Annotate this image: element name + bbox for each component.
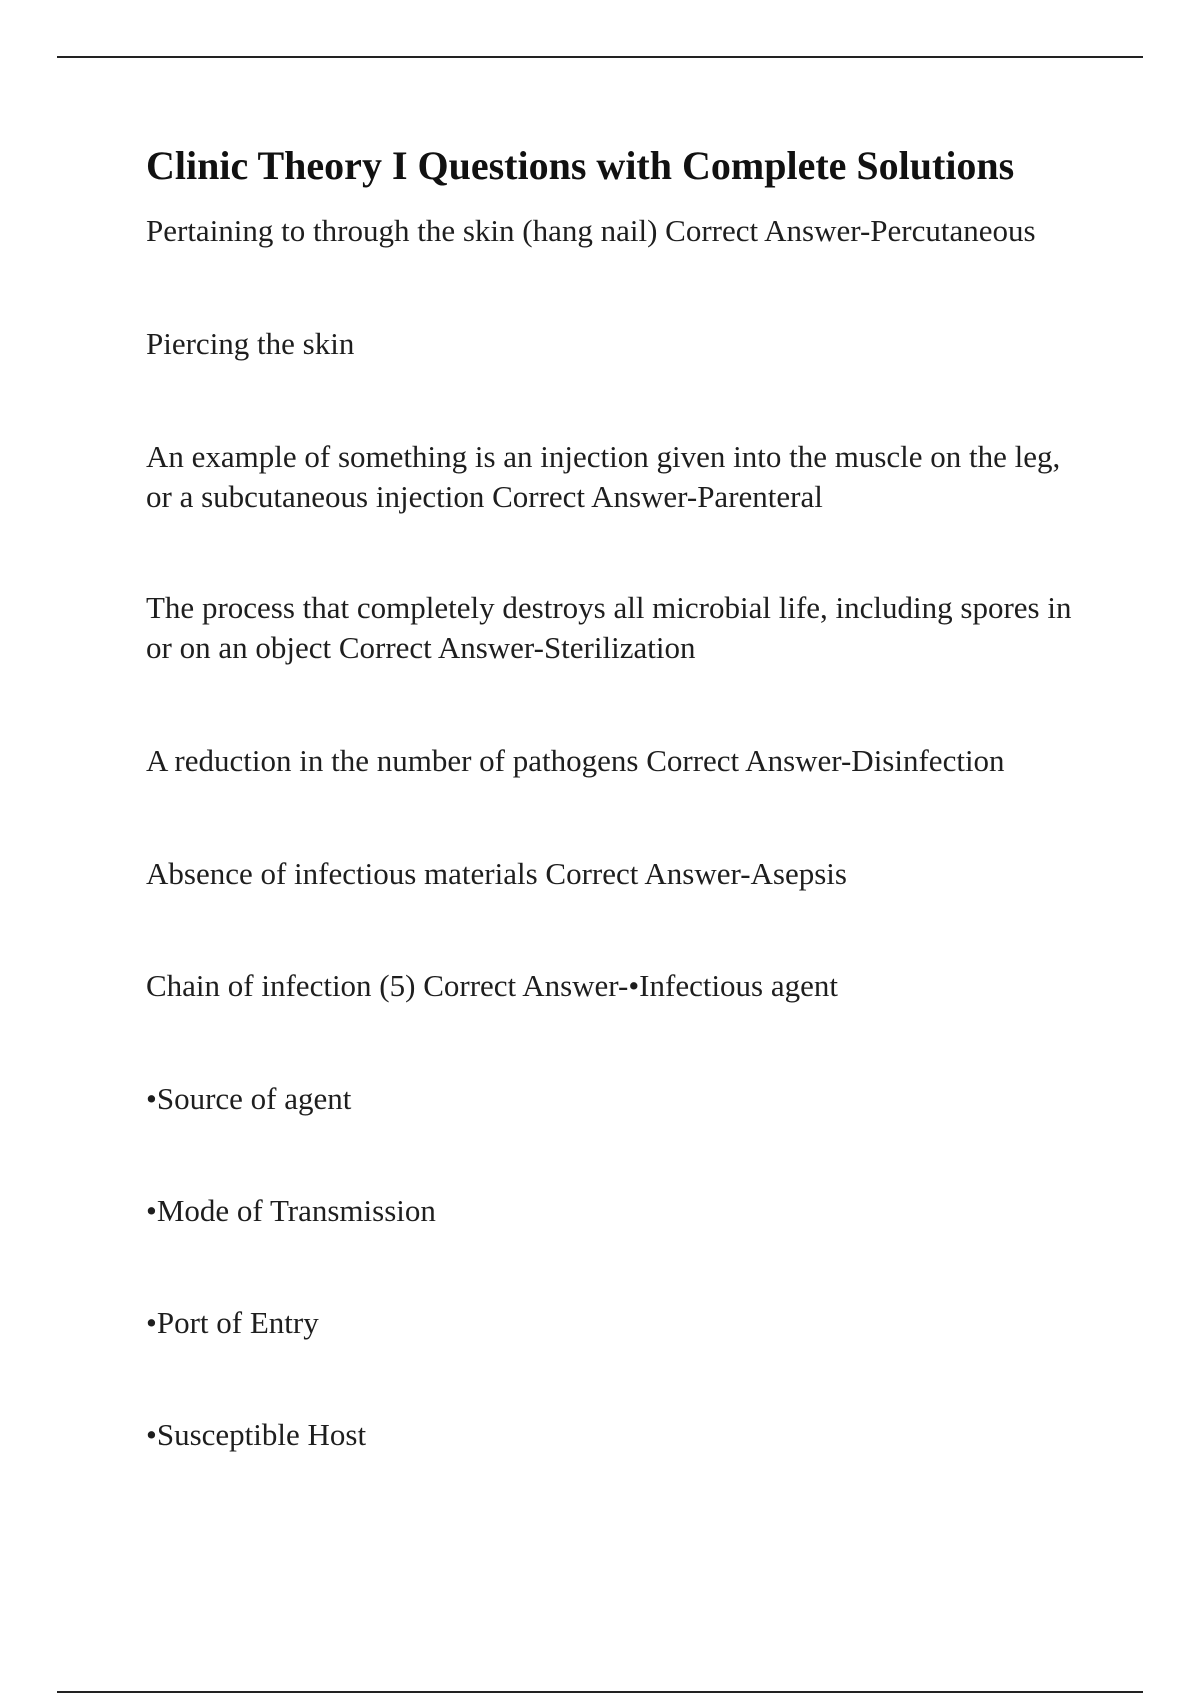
qa-entry-disinfection: A reduction in the number of pathogens Correct Answer-Disinfection (146, 743, 1005, 778)
qa-entry-sterilization: The process that completely destroys all microbial life, including spores in or on an object Correct Answer-Sterilization (146, 590, 1072, 665)
qa-entry-asepsis: Absence of infectious materials Correct Answer-Asepsis (146, 856, 847, 891)
qa-entry-parenteral: An example of something is an injection given into the muscle on the leg, or a subcutaneous injection Correct Answer-Parenteral (146, 439, 1061, 514)
list-item-port-of-entry: •Port of Entry (146, 1305, 319, 1340)
list-item-source-of-agent: •Source of agent (146, 1081, 352, 1116)
footer-rule (57, 1691, 1143, 1693)
qa-entry-percutaneous: Pertaining to through the skin (hang nail) Correct Answer-Percutaneous (146, 213, 1036, 248)
header-rule (57, 56, 1143, 58)
document-title: Clinic Theory I Questions with Complete Solutions (146, 143, 1015, 188)
qa-entry-piercing-skin: Piercing the skin (146, 326, 355, 361)
document-body (146, 140, 1086, 198)
list-item-susceptible-host: •Susceptible Host (146, 1417, 367, 1452)
list-item-mode-of-transmission: •Mode of Transmission (146, 1193, 436, 1228)
qa-entry-chain-of-infection: Chain of infection (5) Correct Answer-•Infectious agent (146, 968, 839, 1003)
